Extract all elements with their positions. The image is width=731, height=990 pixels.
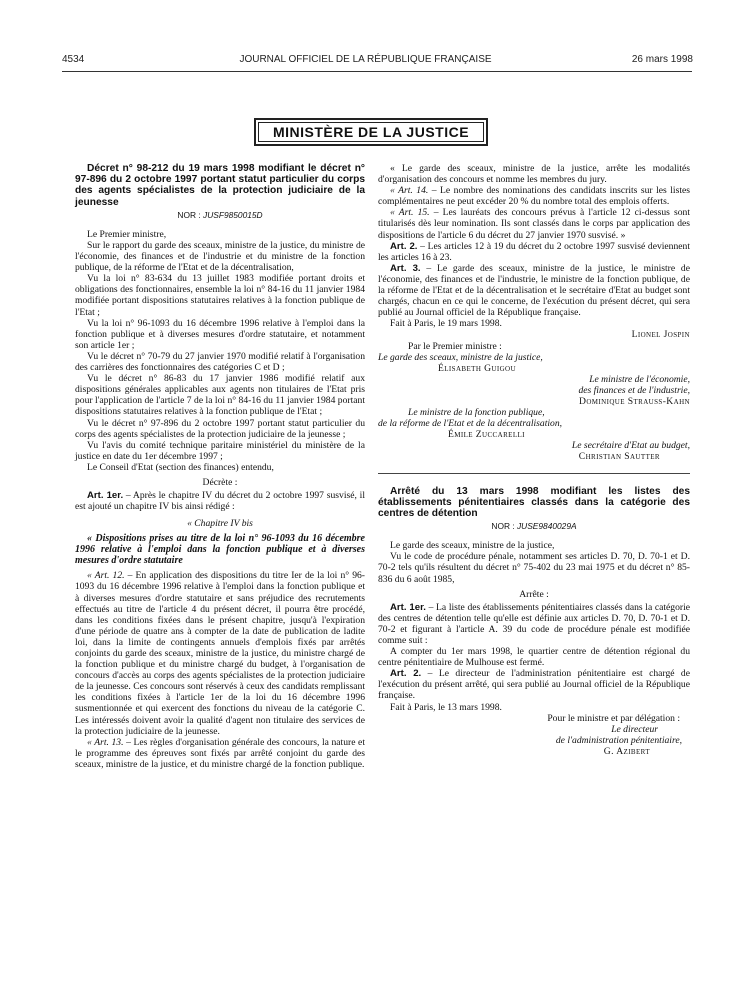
article-label: Art. 2. <box>390 240 418 252</box>
paragraph: Vu la loi n° 83-634 du 13 juillet 1983 modifiée portant droits et obligations des fonctionnaires, ensemble la loi n° 84-16 du 11 janvier 1984 modifiée portant dispositions statutaires relatives à la fonction publique de l'Etat ; <box>75 273 365 318</box>
article-1 <box>75 490 365 512</box>
arrete-heading: Arrête : <box>519 588 549 600</box>
article-label: Art. 1er. <box>390 601 426 613</box>
article-label: « Art. 14. <box>390 185 429 197</box>
article-text: – En application des dispositions du titre Ier de la loi n° 96-1093 du 16 décembre 1996 relative à l'emploi dans la fonction publique et à diverses mesures d'ordre statutaire et sans préjudice des recrutements effectués au titre de l'article 4 du présent décret, il pourra être procédé, dans les conditions fixées dans le présent chapitre, jusqu'à l'expiration d'une période de quatre ans à compter de la date de publication de ladite loi, dans la limite de contingents annuels d'emplois fixés par arrêtés conjoints du garde des sceaux, ministre de la justice, du ministre chargé de la fonction publique et du ministre chargé du budget, à l'organisation de concours d'accès au corps des agents spécialistes de la protection judiciaire de la jeunesse. Ces concours sont réservés à ceux des candidats remplissant les conditions fixées à l'article 1er de la loi du 16 décembre 1996 susmentionnée et qui exercent des fonctions du niveau de la catégorie C. Les intéressés doivent avoir la qualité d'agent non titulaire des services de la protection judiciaire de la jeunesse. <box>75 570 365 737</box>
par-premier-ministre: Par le Premier ministre : <box>408 340 502 352</box>
chapter-title: « Chapitre IV bis <box>187 518 253 530</box>
article-15 <box>378 207 690 240</box>
article-label: Art. 2. <box>390 668 422 680</box>
signatory-title: Le secrétaire d'Etat au budget, <box>571 440 690 452</box>
paragraph: Le garde des sceaux, ministre de la justice, <box>390 540 555 552</box>
paragraph: Vu le décret n° 70-79 du 27 janvier 1970 modifié relatif à l'organisation des carrières des fonctionnaires des catégories C et D ; <box>75 350 365 374</box>
signatory-title: Le garde des sceaux, ministre de la justice, <box>378 351 543 363</box>
paragraph: Vu le décret n° 97-896 du 2 octobre 1997 portant statut particulier du corps des agents spécialistes de la protection judiciaire de la jeunesse ; <box>75 417 365 440</box>
article-3 <box>378 263 690 318</box>
article-text: – Les lauréats des concours prévus à l'article 12 ci-dessus sont titularisés dès leur nomination. Ils sont classés dans le corps par application des dispositions de l'article 6 du décret du 27 janvier 1970 susvisé. » <box>378 207 690 241</box>
article-2 <box>378 241 690 263</box>
article-text: – Les règles d'organisation générale des concours, la nature et le programme des épreuves sont fixés par arrêté conjoint du garde des sceaux, ministre de la justice, et du ministre chargé de la fonction publique. <box>75 736 365 770</box>
article-12 <box>75 570 365 736</box>
signatory-name: Christian Sautter <box>578 451 660 463</box>
arrete-title: Arrêté du 13 mars 1998 modifiant les listes des établissements pénitentiaires classés dans la catégorie des centres de détention <box>378 485 690 519</box>
signatory-title: Le ministre de l'économie, <box>589 373 690 385</box>
issue-date: 26 mars 1998 <box>631 54 693 65</box>
signatory-title: de la réforme de l'Etat et de la décentralisation, <box>378 418 563 430</box>
nor-label: NOR : <box>491 521 515 532</box>
section-divider <box>378 473 690 474</box>
header-rule <box>62 71 692 72</box>
paragraph: Le Conseil d'Etat (section des finances) entendu, <box>87 461 274 473</box>
paragraph: Vu l'avis du comité technique paritaire ministériel du ministère de la justice en date du 1er décembre 1997 ; <box>75 439 365 462</box>
paragraph: Le Premier ministre, <box>87 228 167 240</box>
left-column <box>75 163 365 770</box>
signatory-name: G. Azibert <box>603 745 650 757</box>
signatory-pm: Lionel Jospin <box>631 329 690 341</box>
right-column <box>378 163 690 757</box>
paragraph: Vu le code de procédure pénale, notamment ses articles D. 70, D. 70-1 et D. 70-2 tels qu'ils résultent du décret n° 75-402 du 23 mai 1975 et du décret n° 85-836 du 6 août 1985, <box>378 551 690 585</box>
paragraph: Vu la loi n° 96-1093 du 16 décembre 1996 relative à l'emploi dans la fonction publique et à diverses mesures d'ordre statutaire, et notamment son article 1er ; <box>75 317 365 351</box>
article-label: « Art. 15. <box>390 207 430 219</box>
article-label: « Art. 12. <box>87 570 125 582</box>
paragraph: Vu le décret n° 86-83 du 17 janvier 1986 modifié relatif aux dispositions générales applicables aux agents non titulaires de l'Etat pris pour l'application de l'article 7 de la loi n° 84-16 du 11 janvier 1984 portant dispositions statutaires relatives à la fonction publique de l'Etat ; <box>75 373 365 418</box>
signatory-title: de l'administration pénitentiaire, <box>555 734 682 746</box>
article-2 <box>378 668 690 701</box>
page-number: 4534 <box>62 54 85 65</box>
article-text: – Après le chapitre IV du décret du 2 octobre 1997 susvisé, il est ajouté un chapitre IV bis ainsi rédigé : <box>75 490 365 513</box>
nor-code: JUSF9850015D <box>203 209 263 220</box>
signatory-title: Le directeur <box>611 723 658 735</box>
signatory-name: Dominique Strauss-Kahn <box>579 395 690 407</box>
article-text: – Le nombre des nominations des candidats inscrits sur les listes complémentaires ne peut excéder 20 % du nombre total des emplois offerts. <box>378 185 690 208</box>
article-text: – Le directeur de l'administration pénitentiaire est chargé de l'exécution du présent arrêté, qui sera publié au Journal officiel de la République française. <box>378 668 690 702</box>
page-header <box>0 54 731 68</box>
article-13 <box>75 737 365 770</box>
article-label: Art. 1er. <box>87 490 124 502</box>
decret-title: Décret n° 98-212 du 19 mars 1998 modifiant le décret n° 97-896 du 2 octobre 1997 portant statut particulier du corps des agents spécialistes de la protection judiciaire de la jeunesse <box>75 163 365 208</box>
paragraph: Sur le rapport du garde des sceaux, ministre de la justice, du ministre de l'économie, des finances et de l'industrie et du ministre de la fonction publique, de la réforme de l'Etat et de la décentralisation, <box>75 240 365 274</box>
ministry-banner: MINISTÈRE DE LA JUSTICE <box>254 118 488 146</box>
article-14 <box>378 185 690 207</box>
nor-label: NOR : <box>177 209 201 220</box>
decrete-heading: Décrète : <box>202 476 238 488</box>
article-1 <box>378 602 690 646</box>
signatory-title: des finances et de l'industrie, <box>578 384 690 396</box>
signatory-name: Émile Zuccarelli <box>448 429 525 441</box>
arrete-nor <box>378 521 690 532</box>
signatory-name: Élisabeth Guigou <box>438 362 516 374</box>
nor-code: JUSE9840029A <box>516 521 577 532</box>
fait-a-paris: Fait à Paris, le 13 mars 1998. <box>390 701 502 713</box>
journal-title: JOURNAL OFFICIEL DE LA RÉPUBLIQUE FRANÇAISE <box>239 54 492 65</box>
article-text: – La liste des établissements pénitentiaires classés dans la catégorie des centres de détention telle qu'elle est définie aux articles D. 70, D. 70-1 et D. 70-2 et figurant à l'article A. 39 du code de procédure pénale est modifiée comme suit : <box>378 601 691 646</box>
article-label: Art. 3. <box>390 262 421 274</box>
decret-nor <box>75 210 365 221</box>
signatory-title: Le ministre de la fonction publique, <box>408 407 545 419</box>
article-text: – Le garde des sceaux, ministre de la justice, le ministre de l'économie, des finances et de l'industrie, le ministre de la fonction publique, de la réforme de l'Etat et de la décentralisation et le secrétaire d'Etat au budget sont chargés, chacun en ce qui le concerne, de l'exécution du présent décret, qui sera publié au Journal officiel de la République française. <box>378 262 690 319</box>
paragraph: A compter du 1er mars 1998, le quartier centre de détention régional du centre pénitentiaire de Mulhouse est fermé. <box>378 646 690 669</box>
paragraph: « Le garde des sceaux, ministre de la justice, arrête les modalités d'organisation des concours et nomme les membres du jury. <box>378 163 690 186</box>
signature-line: Pour le ministre et par délégation : <box>547 712 680 724</box>
fait-a-paris: Fait à Paris, le 19 mars 1998. <box>390 318 502 330</box>
article-label: « Art. 13. <box>87 736 124 748</box>
chapter-heading: « Dispositions prises au titre de la loi n° 96-1093 du 16 décembre 1996 relative à l'emploi dans la fonction publique et à diverses mesures d'ordre statutaire <box>75 533 365 567</box>
article-text: – Les articles 12 à 19 du décret du 2 octobre 1997 susvisé deviennent les articles 16 à 23. <box>378 240 690 263</box>
